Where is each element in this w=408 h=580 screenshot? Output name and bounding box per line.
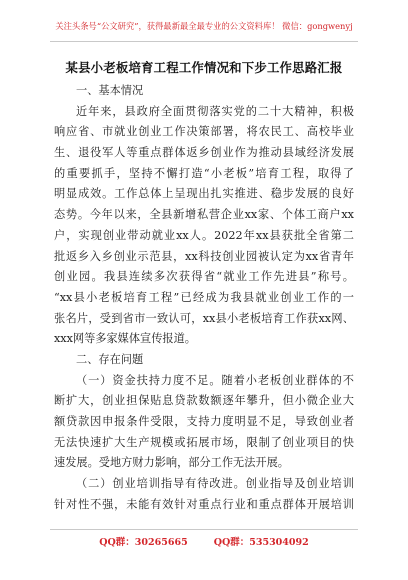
paragraph-line: 明显成效。工作总体上呈现出扎实推进、稳步发展的良好 (54, 187, 354, 201)
section-heading: 一、基本情况 (76, 84, 144, 97)
footer-qq-group-1: QQ群：30265665 (99, 537, 188, 548)
document-title: 某县小老板培育工程工作情况和下步工作思路汇报 (65, 60, 343, 75)
paragraph-line: xxx网等多家媒体宣传报道。 (54, 332, 196, 346)
paragraph-line: 无法快速扩大生产规模或拓展市场，限制了创业项目的快 (54, 435, 354, 449)
paragraph-line: 户，实现创业带动就业xx人。2022年xx县获批全省第二 (54, 228, 354, 242)
document-body (54, 81, 354, 515)
paragraph-line: 的重要抓手，坚持不懈打造“小老板”培育工程，取得了 (54, 166, 354, 180)
bottom-divider (50, 529, 358, 530)
paragraph-line: 断扩大，创业担保贴息贷款数额逐年攀升，但小微企业大 (54, 394, 354, 408)
paragraph-line: 速发展。受地方财力影响，部分工作无法开展。 (54, 456, 289, 470)
paragraph-line: 针对性不强，未能有效针对重点行业和重点群体开展培训 (54, 497, 354, 511)
paragraph-line: （一）资金扶持力度不足。随着小老板创业群体的不 (76, 373, 354, 387)
paragraph-line: 态势。今年以来，全县新增私营企业xx家、个体工商户xx (54, 208, 354, 222)
paragraph-line: 近年来，县政府全面贯彻落实党的二十大精神，积极 (76, 104, 354, 118)
paragraph-line: 响应省、市就业创业工作决策部署，将农民工、高校毕业 (54, 125, 354, 139)
paragraph-line: （二）创业培训指导有待改进。创业指导及创业培训 (76, 477, 354, 491)
section-heading: 二、存在问题 (76, 352, 144, 366)
paragraph-line: “xx县小老板培育工程”已经成为我县就业创业工作的一 (54, 290, 354, 304)
paragraph-line: 生、退役军人等重点群体返乡创业作为推动县域经济发展 (54, 146, 354, 160)
footer (0, 534, 408, 548)
paragraph-line: 张名片，受到省市一致认可，xx县小老板培育工作获xx网、 (54, 311, 354, 325)
footer-qq-group-2: QQ群：535304092 (213, 537, 309, 548)
top-divider (50, 41, 358, 42)
paragraph-line: 批返乡入乡创业示范县，xx科技创业园被认定为xx省青年 (54, 249, 354, 263)
paragraph-line: 额贷款因申报条件受限，支持力度明显不足，导致创业者 (54, 415, 354, 428)
paragraph-line: 创业园。我县连续多次获得省“就业工作先进县”称号。 (54, 270, 354, 284)
top-banner: 关注头条号“公文研究”，获得最新最全最专业的公文资料库！ 微信：gongwenyj (55, 21, 353, 31)
